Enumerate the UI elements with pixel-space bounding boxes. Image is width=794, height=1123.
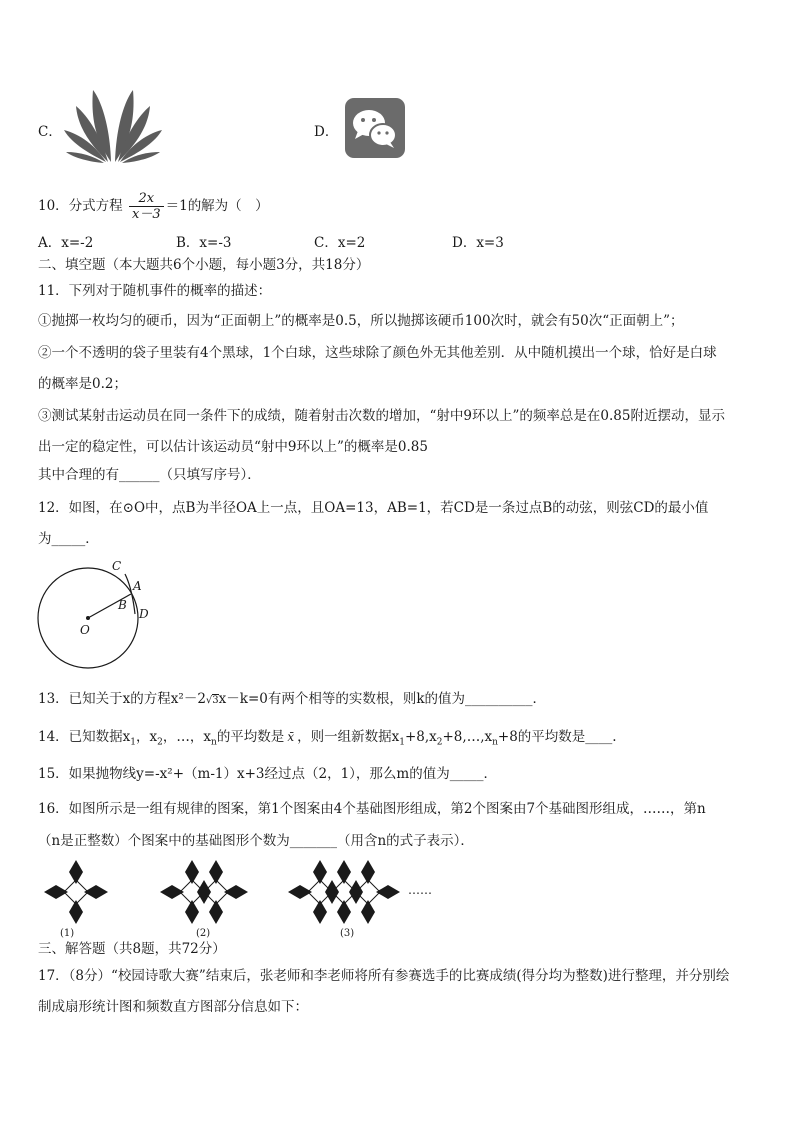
label-b: B	[118, 598, 127, 612]
pattern-1	[44, 860, 108, 924]
q14-text-f: +8,x	[404, 729, 437, 745]
q14-sub-1: 1	[130, 737, 137, 748]
q11-item-3b: 出一定的稳定性，可以估计该运动员“射中9环以上”的概率是0.85	[38, 439, 428, 455]
pattern-3	[288, 860, 400, 924]
q14-sub-2: 2	[157, 737, 163, 748]
sqrt-sign: √	[205, 695, 213, 706]
q14-sub-2b: 2	[436, 737, 443, 748]
q10-suffix: 的解为（ ）	[187, 198, 269, 214]
q10-prefix: 分式方程	[68, 198, 123, 214]
q10-number: 10．	[38, 198, 69, 214]
q14-text-a: 14．已知数据x	[38, 729, 131, 745]
q14-sub-1b: 1	[399, 737, 405, 748]
q14-sub-nb: n	[492, 737, 498, 748]
q11-item-1: ①抛掷一枚均匀的硬币，因为“正面朝上”的概率是0.5，所以抛掷该硬币100次时，就会有50次“正面朝上”；	[38, 313, 684, 329]
section-2-heading: 二、填空题（本大题共6个小题，每小题3分，共18分）	[38, 257, 370, 273]
q14-text-b: ，x	[136, 729, 158, 745]
q10-equals: ＝1	[165, 198, 188, 214]
wechat-icon	[344, 97, 406, 159]
q11-item-2b: 的概率是0.2；	[38, 376, 127, 392]
caption-1: (1)	[60, 928, 75, 938]
q14-text-h: +8的平均数是____.	[497, 729, 617, 745]
q10-fraction-numerator: 2x	[129, 191, 164, 207]
q14-text-g: +8,…,x	[442, 729, 493, 745]
caption-2: (2)	[196, 928, 211, 938]
q13-text-b: x－k=0有两个相等的实数根，则k的值为__________．	[218, 691, 547, 707]
label-o: O	[80, 623, 90, 637]
question-14	[38, 728, 617, 752]
q17-line-1: 17．（8分）“校园诗歌大赛”结束后，张老师和李老师将所有参赛选手的比赛成绩(得分均为整数)进行整理，并分别绘	[38, 968, 730, 984]
pattern-2	[160, 860, 248, 924]
q12-line-2: 为_____．	[38, 531, 99, 547]
q14-text-e: ，则一组新数据x	[297, 729, 400, 745]
q14-sub-n: n	[211, 737, 217, 748]
section-3-heading: 三、解答题（共8题，共72分）	[38, 941, 226, 957]
label-c: C	[112, 559, 122, 573]
q12-circle-figure	[32, 556, 162, 672]
q10-fraction	[129, 191, 164, 222]
q10-option-c: C．x=2	[314, 235, 366, 251]
q14-text-d: 的平均数是	[216, 729, 285, 745]
q14-text-c: ，…，x	[162, 729, 212, 745]
q11-ask: 其中合理的有______（只填写序号）．	[38, 467, 261, 483]
huawei-logo	[60, 86, 166, 164]
question-13	[38, 690, 546, 710]
q16-line-2: （n是正整数）个图案中的基础图形个数为_______（用含n的式子表示）．	[38, 833, 474, 849]
option-c-label: C．	[38, 124, 62, 140]
q14-xbar: x̄	[287, 730, 295, 744]
label-d: D	[139, 607, 149, 621]
question-15: 15．如果抛物线y=-x²+（m-1）x+3经过点（2，1），那么m的值为_____．	[38, 766, 497, 782]
q11-item-3a: ③测试某射击运动员在同一条件下的成绩，随着射击次数的增加，“射中9环以上”的频率总是在0.85附近摆动，显示	[38, 408, 725, 424]
q10-option-a: A．x=-2	[38, 235, 94, 251]
q13-root: 3	[212, 695, 219, 706]
option-d-label: D．	[314, 124, 339, 140]
q10-fraction-denominator: x－3	[131, 207, 161, 222]
q10-option-d: D．x=3	[452, 235, 504, 251]
q11-item-2a: ②一个不透明的袋子里装有4个黑球，1个白球，这些球除了颜色外无其他差别．从中随机摸出一个球，恰好是白球	[38, 345, 717, 361]
q11-stem: 11．下列对于随机事件的概率的描述：	[38, 283, 272, 299]
caption-3: (3)	[340, 928, 355, 938]
center-point	[86, 616, 90, 620]
pattern-ellipsis: ……	[408, 883, 432, 897]
q13-text-a: 13．已知关于x的方程x²－2	[38, 691, 206, 707]
q16-pattern-figure	[44, 858, 444, 938]
q17-line-2: 制成扇形统计图和频数直方图部分信息如下：	[38, 999, 308, 1015]
label-a: A	[133, 579, 142, 593]
q16-line-1: 16．如图所示是一组有规律的图案，第1个图案由4个基础图形组成，第2个图案由7个基础图形组成，……，第n	[38, 801, 706, 817]
q10-option-b: B．x=-3	[176, 235, 232, 251]
question-10	[38, 190, 269, 222]
q12-line-1: 12．如图，在⊙O中，点B为半径OA上一点，且OA=13，AB=1，若CD是一条过点B的动弦，则弦CD的最小值	[38, 500, 709, 516]
